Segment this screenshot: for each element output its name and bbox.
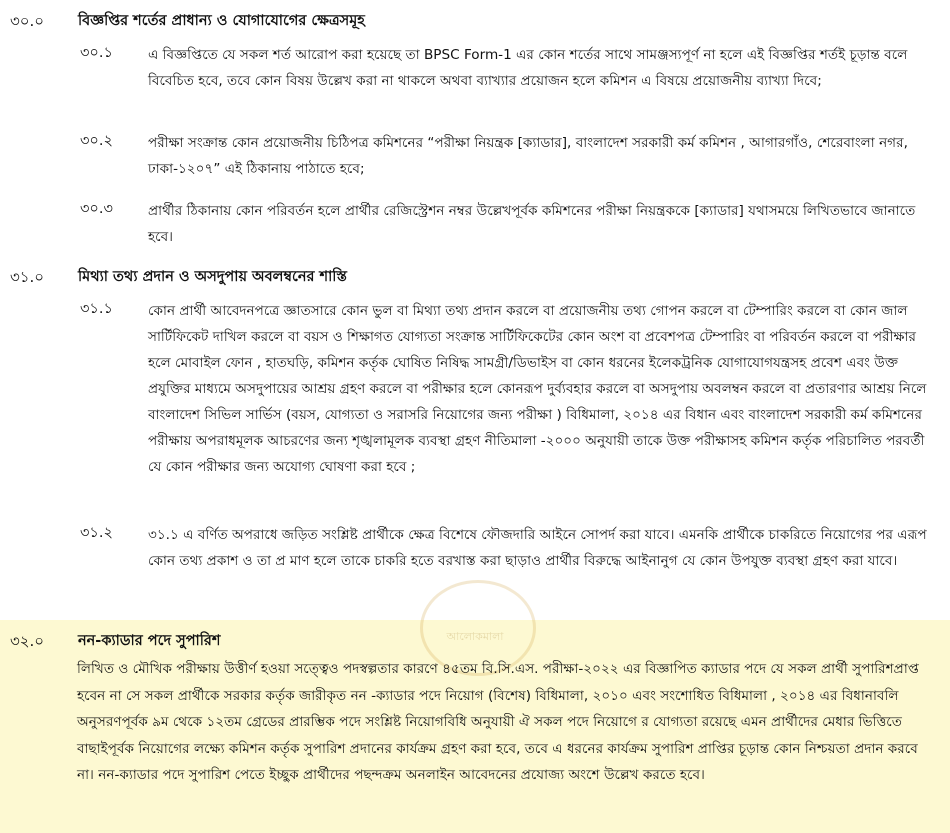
clause-number: ৩০.২ [80, 133, 113, 149]
section-32-heading [0, 626, 950, 654]
section-number: ৩২.০ [10, 632, 45, 650]
clause-30-2 [0, 130, 950, 184]
section-30-heading [0, 6, 950, 34]
section-number: ৩১.০ [10, 268, 45, 286]
clause-30-1 [0, 42, 950, 122]
clause-number: ৩০.৩ [80, 201, 113, 217]
section-32-body: লিখিত ও মৌখিক পরীক্ষায় উত্তীর্ণ হওয়া সত্ত্বেও পদস্বল্পতার কারণে ৪৫তম বি.সি.এস. পরীক্ষা-২০২২ এর বিজ্ঞাপিত ক্যাডার পদে যে সকল প্রার্থী সুপারিশপ্রাপ্ত হবেন না সে সকল প্রার্থীকে সরকার কর্তৃক জারীকৃত নন -ক্যাডার পদে নিয়োগ (বিশেষ) বিধিমালা, ২০১০ এবং সংশোধিত বিধিমালা , ২০১৪ এর বিধানাবলি অনুসরণপূর্বক ৯ম থেকে ১২তম গ্রেডের প্রারম্ভিক পদে সংশ্লিষ্ট নিয়োগবিধি অনুযায়ী ঐ সকল পদে নিয়োগে র যোগ্যতা রয়েছে এমন প্রার্থীদের মেধার ভিত্তিতে বাছাইপূর্বক নিয়োগের লক্ষ্যে কমিশন কর্তৃক সুপারিশ প্রদানের কার্যক্রম গ্রহণ করা হবে, তবে এ ধরনের কার্যক্রম সুপারিশ প্রাপ্তির চূড়ান্ত কোন নিশ্চয়তা প্রদান করবে না। নন-ক্যাডার পদে সুপারিশ পেতে ইচ্ছুক প্রার্থীদের পছন্দক্রম অনলাইন আবেদনের প্রযোজ্য অংশে উল্লেখ করতে হবে। [77, 661, 919, 783]
clause-31-1 [0, 298, 950, 510]
clause-number: ৩১.১ [80, 301, 113, 317]
section-number: ৩০.০ [10, 12, 45, 30]
clause-text: পরীক্ষা সংক্রান্ত কোন প্রয়োজনীয় চিঠিপত্র কমিশনের “পরীক্ষা নিয়ন্ত্রক [ক্যাডার], বাংলাদেশ সরকারী কর্ম কমিশন , আগারগাঁও, শেরেবাংলা নগর, ঢাকা-১২০৭” এই ঠিকানায় পাঠাতে হবে; [148, 135, 908, 177]
clause-text: কোন প্রার্থী আবেদনপত্রে জ্ঞাতসারে কোন ভুল বা মিথ্যা তথ্য প্রদান করলে বা প্রয়োজনীয় তথ্য গোপন করলে বা টেম্পারিং করলে বা কোন জাল সার্টিফিকেট দাখিল করলে বা বয়স ও শিক্ষাগত যোগ্যতা সংক্রান্ত সার্টিফিকেটের কোন অংশ বা প্রবেশপত্র টেম্পারিং বা পরিবর্তন করলে বা পরীক্ষার হলে মোবাইল ফোন , হাতঘড়ি, কমিশন কর্তৃক ঘোষিত নিষিদ্ধ সামগ্রী/ডিভাইস বা কোন ধরনের ইলেকট্রনিক যোগাযোগযন্ত্রসহ প্রবেশ এবং উক্ত প্রযুক্তির মাধ্যমে অসদুপায়ের আশ্রয় গ্রহণ করলে বা পরীক্ষার হলে কোনরূপ দুর্ব্যবহার করলে বা অসদুপায় অবলম্বন করলে বা প্রতারণার আশ্রয় নিলে বাংলাদেশ সিভিল সার্ভিস (বয়স, যোগ্যতা ও সরাসরি নিয়োগের জন্য পরীক্ষা ) বিধিমালা, ২০১৪ এর বিধান এবং বাংলাদেশ সরকারী কর্ম কমিশনের পরীক্ষায় অপরাধমূলক আচরণের জন্য শৃঙ্খলামূলক ব্যবস্থা গ্রহণ নীতিমালা -২০০০ অনুযায়ী তাকে উক্ত পরীক্ষাসহ কমিশন কর্তৃক পরিচালিত পরবর্তী যে কোন পরীক্ষার জন্য অযোগ্য ঘোষণা করা হবে ; [148, 303, 927, 475]
watermark-text: আলোকমালা [446, 630, 504, 643]
clause-number: ৩১.২ [80, 525, 113, 541]
section-title: বিজ্ঞপ্তির শর্তের প্রাধান্য ও যোগাযোগের ক্ষেত্রসমূহ [78, 13, 365, 29]
clause-text: এ বিজ্ঞপ্তিতে যে সকল শর্ত আরোপ করা হয়েছে তা BPSC Form-1 এর কোন শর্তের সাথে সামঞ্জস্যপূর্ণ না হলে এই বিজ্ঞপ্তির শর্তই চূড়ান্ত বলে বিবেচিত হবে, তবে কোন বিষয় উল্লেখ করা না থাকলে অথবা ব্যাখ্যার প্রয়োজন হলে কমিশন এ বিষয়ে প্রয়োজনীয় ব্যাখ্যা দিবে; [148, 47, 908, 89]
clause-30-3 [0, 198, 950, 252]
clause-text: প্রার্থীর ঠিকানায় কোন পরিবর্তন হলে প্রার্থীর রেজিস্ট্রেশন নম্বর উল্লেখপূর্বক কমিশনের পরীক্ষা নিয়ন্ত্রককে [ক্যাডার] যথাসময়ে লিখিতভাবে জানাতে হবে। [148, 203, 916, 245]
section-title: মিথ্যা তথ্য প্রদান ও অসদুপায় অবলম্বনের শাস্তি [78, 269, 347, 285]
section-title: নন-ক্যাডার পদে সুপারিশ [78, 633, 221, 649]
clause-text: ৩১.১ এ বর্ণিত অপরাধে জড়িত সংশ্লিষ্ট প্রার্থীকে ক্ষেত্র বিশেষে ফৌজদারি আইনে সোপর্দ করা যাবে। এমনকি প্রার্থীকে চাকরিতে নিয়োগের পর এরূপ কোন তথ্য প্রকাশ ও তা প্র মাণ হলে তাকে চাকরি হতে বরখাস্ত করা ছাড়াও প্রার্থীর বিরুদ্ধে আইনানুগ যে কোন উপযুক্ত ব্যবস্থা গ্রহণ করা যাবে। [148, 527, 927, 569]
clause-number: ৩০.১ [80, 45, 113, 61]
section-31-heading [0, 262, 950, 290]
